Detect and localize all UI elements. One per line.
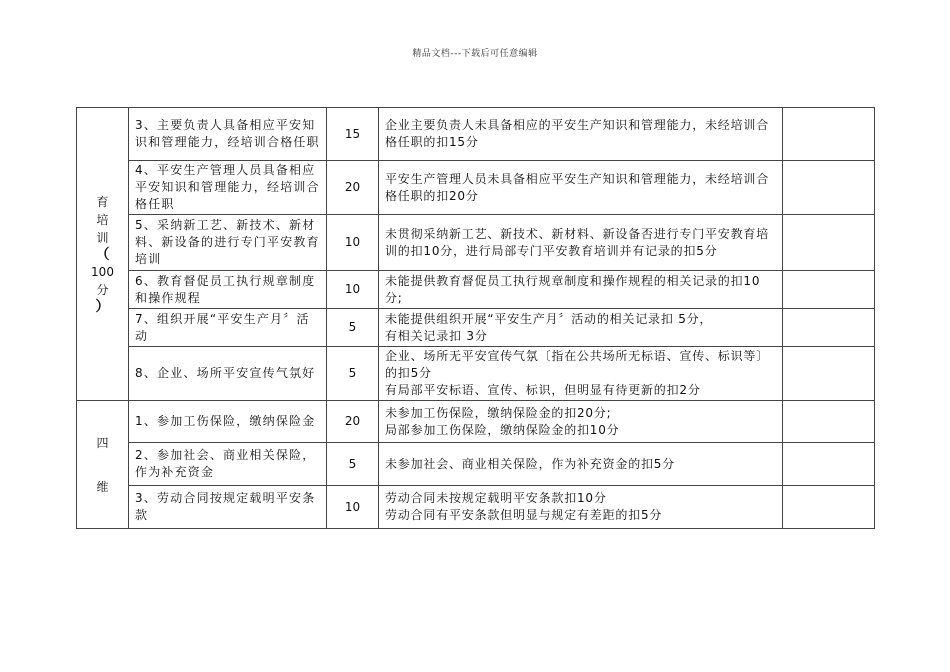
category-char: 育 bbox=[96, 195, 109, 209]
desc-cell bbox=[379, 443, 783, 486]
desc-line: 平安生产管理人员未具备相应平安生产知识和管理能力，未经培训合格任职的扣20分 bbox=[385, 171, 770, 203]
scoring-table bbox=[76, 107, 875, 529]
desc-cell bbox=[379, 309, 783, 347]
desc-line: 企业、场所无平安宣传气氛〔指在公共场所无标语、宣传、标识等〕的扣5分 bbox=[385, 349, 770, 380]
desc-line: 局部参加工伤保险，缴纳保险金的扣10分 bbox=[385, 422, 620, 437]
category-char: 四 bbox=[96, 435, 109, 450]
item-cell: 6、教育督促员工执行规章制度和操作规程 bbox=[129, 271, 327, 309]
category-cell-training bbox=[77, 108, 129, 401]
table-row bbox=[77, 309, 875, 347]
blank-cell bbox=[783, 215, 875, 271]
score-cell: 5 bbox=[327, 309, 379, 347]
blank-cell bbox=[783, 309, 875, 347]
desc-cell bbox=[379, 271, 783, 309]
blank-cell bbox=[783, 486, 875, 529]
desc-cell bbox=[379, 215, 783, 271]
item-cell: 3、劳动合同按规定载明平安条款 bbox=[129, 486, 327, 529]
score-cell: 10 bbox=[327, 271, 379, 309]
desc-line: 企业主要负责人未具备相应的平安生产知识和管理能力，未经培训合格任职的扣15分 bbox=[385, 118, 770, 149]
score-cell: 5 bbox=[327, 443, 379, 486]
item-cell: 4、平安生产管理人员具备相应平安知识和管理能力，经培训合格任职 bbox=[129, 161, 327, 215]
desc-line: 劳动合同有平安条款但明显与规定有差距的扣5分 bbox=[385, 508, 663, 522]
score-cell: 5 bbox=[327, 347, 379, 401]
desc-line: 未参加社会、商业相关保险，作为补充资金的扣5分 bbox=[385, 456, 676, 471]
item-cell: 2、参加社会、商业相关保险，作为补充资金 bbox=[129, 443, 327, 486]
category-gap bbox=[83, 452, 122, 478]
desc-line: 劳动合同未按规定载明平安条款扣10分 bbox=[385, 491, 607, 505]
item-cell: 7、组织开展“平安生产月〞活动 bbox=[129, 309, 327, 347]
page-header: 精品文档---下载后可任意编辑 bbox=[412, 49, 538, 59]
item-cell: 3、主要负责人具备相应平安知识和管理能力，经培训合格任职 bbox=[129, 108, 327, 161]
score-cell: 20 bbox=[327, 161, 379, 215]
item-cell: 5、采纳新工艺、新技术、新材料、新设备的进行专门平安教育培训 bbox=[129, 215, 327, 271]
desc-cell bbox=[379, 108, 783, 161]
desc-line: 未贯彻采纳新工艺、新技术、新材料、新设备否进行专门平安教育培训的扣10分，进行局部专门平安教育培训并有记录的扣5分 bbox=[385, 226, 770, 258]
blank-cell bbox=[783, 347, 875, 401]
table-row bbox=[77, 443, 875, 486]
blank-cell bbox=[783, 161, 875, 215]
blank-cell bbox=[783, 108, 875, 161]
item-cell: 8、企业、场所平安宣传气氛好 bbox=[129, 347, 327, 401]
table-row bbox=[77, 486, 875, 529]
desc-cell bbox=[379, 161, 783, 215]
desc-cell bbox=[379, 401, 783, 443]
table-row bbox=[77, 215, 875, 271]
blank-cell bbox=[783, 271, 875, 309]
item-cell: 1、参加工伤保险，缴纳保险金 bbox=[129, 401, 327, 443]
score-cell: 20 bbox=[327, 401, 379, 443]
blank-cell bbox=[783, 401, 875, 443]
desc-line: 未能提供教育督促员工执行规章制度和操作规程的相关记录的扣10分; bbox=[385, 273, 761, 305]
category-char: 训 bbox=[96, 231, 109, 245]
score-cell: 15 bbox=[327, 108, 379, 161]
desc-line: 有局部平安标语、宣传、标识，但明显有待更新的扣2分 bbox=[385, 383, 701, 397]
desc-cell bbox=[379, 347, 783, 401]
blank-cell bbox=[783, 443, 875, 486]
table-row bbox=[77, 161, 875, 215]
score-cell: 10 bbox=[327, 486, 379, 529]
category-char: 维 bbox=[96, 479, 109, 494]
score-cell: 10 bbox=[327, 215, 379, 271]
category-char: ） bbox=[95, 299, 110, 315]
category-char: 分 bbox=[96, 283, 109, 297]
category-char: 100 bbox=[91, 265, 114, 279]
category-cell-four bbox=[77, 401, 129, 529]
table-row bbox=[77, 108, 875, 161]
desc-cell bbox=[379, 486, 783, 529]
category-char: （ bbox=[95, 247, 110, 263]
desc-line: 未参加工伤保险，缴纳保险金的扣20分; bbox=[385, 405, 612, 420]
category-char: 培 bbox=[96, 213, 109, 227]
desc-line: 未能提供组织开展“平安生产月〞活动的相关记录扣 5分， bbox=[385, 311, 713, 326]
table-row bbox=[77, 401, 875, 443]
desc-line: 有相关记录扣 3分 bbox=[385, 328, 488, 343]
table-row bbox=[77, 347, 875, 401]
table-row bbox=[77, 271, 875, 309]
